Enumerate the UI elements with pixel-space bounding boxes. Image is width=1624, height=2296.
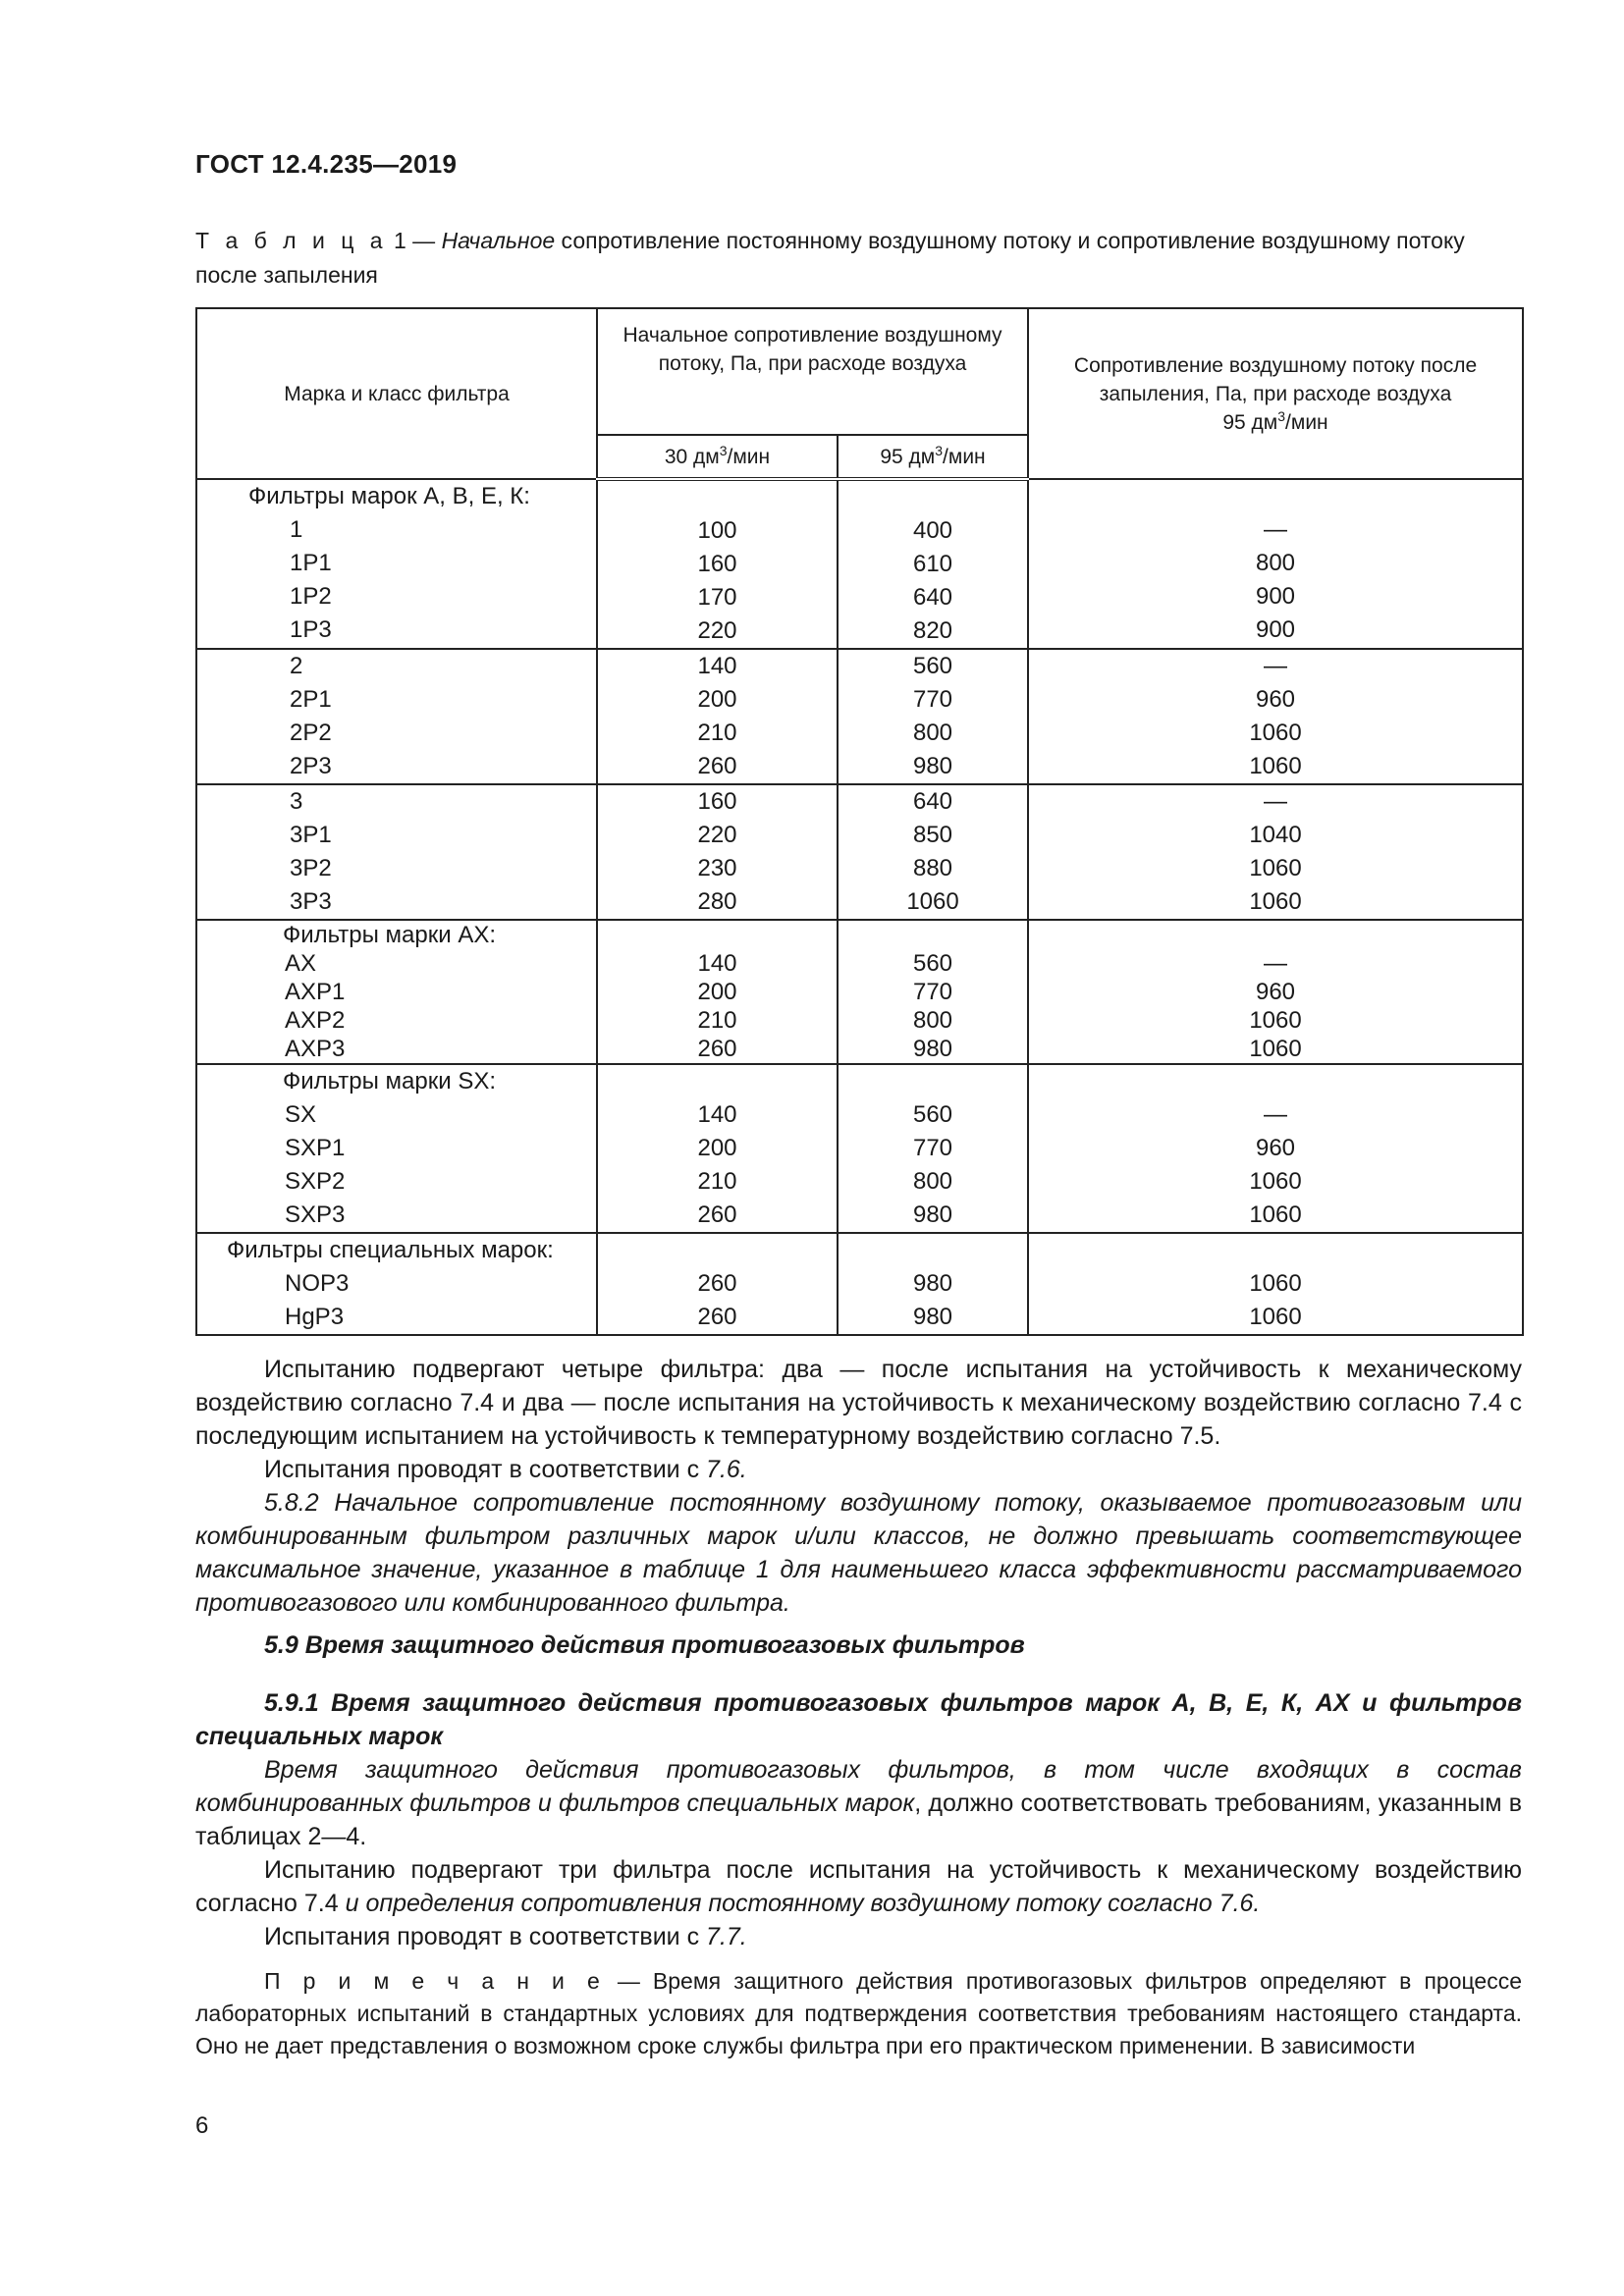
p4-italic: Время защитного действия противогазовых фильтров, в том числе входящих в состав комбинированных фильтров и фильтров специальных марок <box>195 1756 1522 1817</box>
value-30: 280 <box>697 888 737 915</box>
group-title: Фильтры марок А, В, Е, К: <box>248 483 530 509</box>
value-30: 170 <box>697 584 737 611</box>
value-95: 560 <box>912 653 953 679</box>
group-names <box>196 1233 597 1335</box>
value-95: 980 <box>912 1270 953 1297</box>
group-c95 <box>838 920 1028 1064</box>
p5-italic: и определения сопротивления постоянному воздушному потоку согласно 7.6. <box>345 1890 1261 1917</box>
group-after <box>1028 1064 1523 1233</box>
group-names <box>196 479 597 649</box>
group-c95 <box>838 1064 1028 1233</box>
unit-tail: /мин <box>1285 410 1328 434</box>
paragraph-tests-77 <box>195 1920 1522 1953</box>
value-after: 1060 <box>1249 1201 1302 1228</box>
page-number: 6 <box>195 2112 209 2139</box>
value-after: — <box>1264 950 1288 977</box>
value-30: 260 <box>697 1036 737 1062</box>
filter-name: 2Р2 <box>290 720 332 746</box>
value-after: 1040 <box>1249 822 1302 848</box>
group-after <box>1028 479 1523 649</box>
caption-italic: Начальное <box>441 228 556 253</box>
table-group <box>196 479 1523 649</box>
table-caption <box>195 224 1521 293</box>
header-initial-resistance: Начальное сопротивление воздушному потоку, Па, при расходе воздуха <box>597 308 1028 435</box>
value-after: 1060 <box>1249 1036 1302 1062</box>
table-group <box>196 1064 1523 1233</box>
value-after: 1060 <box>1249 855 1302 881</box>
body-block-2 <box>195 1686 1522 1953</box>
value-30: 100 <box>697 517 737 544</box>
group-names <box>196 1064 597 1233</box>
paragraph-tests-76 <box>195 1453 1522 1486</box>
group-title: Фильтры марки SX: <box>283 1068 496 1095</box>
value-30: 260 <box>697 753 737 779</box>
value-95: 640 <box>912 584 953 611</box>
group-title: Фильтры марки АХ: <box>283 922 496 948</box>
rate-95-text: 95 дм <box>880 445 936 468</box>
p2-text: Испытания проводят в соответствии с <box>264 1456 707 1483</box>
section-59-heading <box>264 1631 1025 1660</box>
table-group <box>196 1233 1523 1335</box>
value-95: 850 <box>912 822 953 848</box>
value-after: 900 <box>1255 583 1296 610</box>
value-30: 160 <box>697 551 737 577</box>
group-c95 <box>838 649 1028 784</box>
value-after: — <box>1264 653 1288 679</box>
value-95: 880 <box>912 855 953 881</box>
group-c95 <box>838 784 1028 920</box>
value-95: 800 <box>912 1168 953 1195</box>
resistance-table <box>195 307 1524 1336</box>
caption-rest: сопротивление постоянному воздушному потоку и сопротивление воздушному потоку после запыления <box>195 228 1465 288</box>
filter-name: HgP3 <box>285 1304 345 1330</box>
value-95: 980 <box>912 753 953 779</box>
group-c95 <box>838 479 1028 649</box>
filter-name: NOP3 <box>285 1270 350 1297</box>
value-95: 610 <box>912 551 953 577</box>
header-after-dust <box>1028 308 1523 479</box>
header-after-dust-rate: 95 дм <box>1222 410 1278 434</box>
note-label: П р и м е ч а н и е <box>264 1968 605 1994</box>
filter-name: 1Р2 <box>290 583 332 610</box>
p5-text: Испытанию подвергают три фильтра после испытания на устойчивость к механическому воздействию согласно 7.4 <box>195 1856 1522 1917</box>
value-95: 1060 <box>906 888 959 915</box>
value-30: 140 <box>697 950 737 977</box>
group-after <box>1028 1233 1523 1335</box>
filter-name: 3Р1 <box>290 822 332 848</box>
p4-text: , должно соответствовать требованиям, указанным в таблицах 2—4. <box>195 1789 1522 1850</box>
filter-name: АХ <box>285 950 317 977</box>
value-after: 900 <box>1255 616 1296 643</box>
unit-superscript: 3 <box>935 442 944 458</box>
rate-30-text: 30 дм <box>664 445 720 468</box>
group-title: Фильтры специальных марок: <box>227 1237 554 1263</box>
group-c30 <box>597 1233 838 1335</box>
group-names <box>196 920 597 1064</box>
paragraph-protection-time <box>195 1753 1522 1853</box>
value-after: 1060 <box>1249 1168 1302 1195</box>
group-after <box>1028 784 1523 920</box>
value-after: 960 <box>1255 1135 1296 1161</box>
filter-name: АХР3 <box>285 1036 346 1062</box>
table-group <box>196 649 1523 784</box>
filter-name: 3 <box>290 788 303 815</box>
p6-text: Испытания проводят в соответствии с <box>264 1923 707 1950</box>
value-30: 260 <box>697 1304 737 1330</box>
header-rate-30 <box>597 435 838 479</box>
p6-ref: 7.7. <box>706 1923 747 1950</box>
value-after: 960 <box>1255 686 1296 713</box>
value-95: 640 <box>912 788 953 815</box>
value-95: 820 <box>912 617 953 644</box>
value-30: 210 <box>697 1007 737 1034</box>
filter-name: АХР1 <box>285 979 346 1005</box>
filter-name: 2Р1 <box>290 686 332 713</box>
body-block-1 <box>195 1353 1522 1620</box>
value-30: 200 <box>697 686 737 713</box>
paragraph-three-filters <box>195 1853 1522 1920</box>
value-after: 1060 <box>1249 1304 1302 1330</box>
value-after: 1060 <box>1249 888 1302 915</box>
value-after: 800 <box>1255 550 1296 576</box>
table-group <box>196 920 1523 1064</box>
value-30: 210 <box>697 720 737 746</box>
group-after <box>1028 649 1523 784</box>
value-95: 980 <box>912 1304 953 1330</box>
value-30: 220 <box>697 617 737 644</box>
value-after: 1060 <box>1249 753 1302 779</box>
note-paragraph <box>195 1965 1522 2062</box>
filter-name: 2Р3 <box>290 753 332 779</box>
paragraph-582: 5.8.2 Начальное сопротивление постоянному воздушному потоку, оказываемое противогазовым или комбинированным фильтром различных марок и/или классов, не должно превышать соответствующее максимальное значение, указанное в таблице 1 для наименьшего класса эффективности рассматриваемого противогазового или комбинированного фильтра. <box>195 1489 1522 1617</box>
filter-name: 2 <box>290 653 303 679</box>
header-after-dust-text: Сопротивление воздушному потоку после запыления, Па, при расходе воздуха <box>1073 353 1478 405</box>
value-after: 1060 <box>1249 1270 1302 1297</box>
unit-superscript: 3 <box>1277 407 1286 424</box>
filter-name: 1 <box>290 516 303 543</box>
header-rate-95 <box>838 435 1028 479</box>
unit-superscript: 3 <box>719 442 728 458</box>
filter-name: 1Р1 <box>290 550 332 576</box>
value-95: 800 <box>912 1007 953 1034</box>
caption-number: 1 — <box>387 228 442 253</box>
value-after: — <box>1264 1101 1288 1128</box>
value-30: 260 <box>697 1270 737 1297</box>
value-30: 200 <box>697 1135 737 1161</box>
filter-name: SX <box>285 1101 317 1128</box>
filter-name: АХР2 <box>285 1007 346 1034</box>
unit-tail: /мин <box>943 445 986 468</box>
value-95: 560 <box>912 1101 953 1128</box>
group-names <box>196 649 597 784</box>
value-95: 800 <box>912 720 953 746</box>
value-30: 140 <box>697 653 737 679</box>
filter-name: 3Р2 <box>290 855 332 881</box>
group-c95 <box>838 1233 1028 1335</box>
note-text: — Время защитного действия противогазовых фильтров определяют в процессе лабораторных испытаний в стандартных условиях для подтверждения соответствия требованиям настоящего стандарта. Оно не дает представления о возможном сроке службы фильтра при его практическом применении. В зависимости <box>195 1968 1522 2058</box>
value-30: 220 <box>697 822 737 848</box>
filter-name: SXP2 <box>285 1168 346 1195</box>
caption-label: Т а б л и ц а <box>195 228 388 253</box>
header-filter-class: Марка и класс фильтра <box>196 308 597 479</box>
value-after: 960 <box>1255 979 1296 1005</box>
value-30: 140 <box>697 1101 737 1128</box>
value-30: 260 <box>697 1201 737 1228</box>
value-95: 980 <box>912 1036 953 1062</box>
filter-name: 1Р3 <box>290 616 332 643</box>
group-c30 <box>597 784 838 920</box>
document-header: ГОСТ 12.4.235—2019 <box>195 149 458 179</box>
group-names <box>196 784 597 920</box>
note-block <box>195 1965 1522 2062</box>
value-30: 160 <box>697 788 737 815</box>
value-95: 770 <box>912 1135 953 1161</box>
value-after: — <box>1264 788 1288 815</box>
value-after: 1060 <box>1249 1007 1302 1034</box>
section-591-heading: 5.9.1 Время защитного действия противогазовых фильтров марок А, В, Е, К, АХ и фильтров специальных марок <box>195 1689 1522 1750</box>
p2-ref: 7.6. <box>706 1456 747 1483</box>
value-after: — <box>1264 516 1288 543</box>
group-c30 <box>597 649 838 784</box>
paragraph-four-filters: Испытанию подвергают четыре фильтра: два — после испытания на устойчивость к механическому воздействию согласно 7.4 и два — после испытания на устойчивость к механическому воздействию согласно 7.4 с последующим испытанием на устойчивость к температурному воздействию согласно 7.5. <box>195 1356 1522 1450</box>
table-group <box>196 784 1523 920</box>
value-95: 770 <box>912 686 953 713</box>
filter-name: SXP3 <box>285 1201 346 1228</box>
group-after <box>1028 920 1523 1064</box>
value-after: 1060 <box>1249 720 1302 746</box>
value-95: 560 <box>912 950 953 977</box>
group-c30 <box>597 920 838 1064</box>
filter-name: 3Р3 <box>290 888 332 915</box>
section-59-text: 5.9 Время защитного действия противогазовых фильтров <box>264 1631 1025 1659</box>
unit-tail: /мин <box>727 445 771 468</box>
value-95: 980 <box>912 1201 953 1228</box>
value-95: 400 <box>912 517 953 544</box>
value-30: 230 <box>697 855 737 881</box>
value-30: 200 <box>697 979 737 1005</box>
value-95: 770 <box>912 979 953 1005</box>
group-c30 <box>597 479 838 649</box>
filter-name: SXP1 <box>285 1135 346 1161</box>
value-30: 210 <box>697 1168 737 1195</box>
group-c30 <box>597 1064 838 1233</box>
